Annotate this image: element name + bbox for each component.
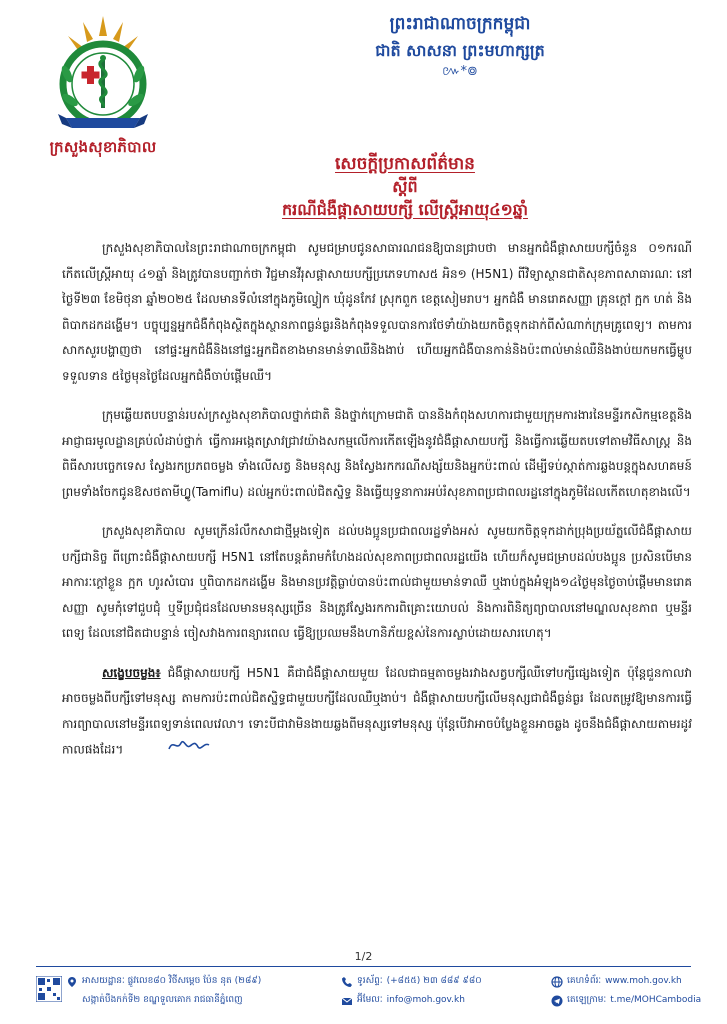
header-ornament: ៚*៙ [442,64,478,79]
ministry-logo-icon [48,14,158,134]
footer-divider [36,966,691,967]
globe-icon [551,976,563,988]
footer [36,972,702,1018]
location-icon [66,976,78,988]
document-body [62,236,692,777]
phone-icon [341,976,353,988]
body-paragraph-2: ក្រុមឆ្លើយតបបន្ទាន់របស់ក្រសួងសុខាភិបាលថ្នាក់ជាតិ និងថ្នាក់ក្រោមជាតិ បាននិងកំពុងសហការជាមួយក្រុមការងារនៃមន្ទីរកសិកម្មខេត្តនិងអាជ្ញាធរមូលដ្ឋានគ្រប់លំដាប់ថ្នាក់ ធ្វើការអង្កេតស្រាវជ្រាវយ៉ាងសកម្មលើការកើតឡើងនូវជំងឺផ្តាសាយបក្សី និងធ្វើការឆ្លើយតបទៅតាមវិធីសាស្ត្រ និងពិធីសារបច្ចេកទេស ស្វែងរកប្រភពចម្លង ទាំងលើសត្វ និងមនុស្ស និងស្វែងរកករណីសង្ស័យនិងអ្នកប៉ះពាល់ ដើម្បីទប់ស្កាត់ការឆ្លងបន្តក្នុងសហគមន៍ ព្រមទាំងចែកជូនឱសថតាមីហ្វ្លូ(Tamiflu) ដល់អ្នកប៉ះពាល់ជិតស្និទ្ធ និងធ្វើយុទ្ធនាការអប់រំសុខភាពប្រជាពលរដ្ឋនៅក្នុងភូមិដែលកើតហេតុខាងលើ។ [62,408,692,499]
telegram-icon [551,995,563,1007]
address-line-2: សង្កាត់បឹងកក់ទី២ ខណ្ឌទួលគោក រាជធានីភ្នំពេញ [82,995,243,1005]
email-label: អ៊ីមែលៈ [357,995,383,1005]
document-title-about: ស្តីពី [392,177,418,196]
footer-address [66,972,331,1010]
email-link[interactable]: info@moh.gov.kh [386,995,465,1005]
ministry-name: ក្រសួងសុខាភិបាល [49,138,157,156]
telegram-label: តេឡេក្រាមៈ [567,995,607,1005]
telegram-link[interactable]: t.me/MOHCambodia [610,995,702,1005]
qr-code-icon [36,976,62,1002]
body-paragraph-1: ក្រសួងសុខាភិបាលនៃព្រះរាជាណាចក្រកម្ពុជា សូមជម្រាបជូនសាធារណជនឱ្យបានជ្រាបថា មានអ្នកជំងឺផ្តាសាយបក្សីចំនួន ០១ករណី កើតលើស្ត្រីអាយុ ៤១ឆ្នាំ និងត្រូវបានបញ្ជាក់ថា វិជ្ជមានវីរុសផ្តាសាយបក្សីប្រភេទហាស៥ អិន១ (H5N1) ពីវិទ្យាស្ថានជាតិសុខភាពសាធារណៈ នៅថ្ងៃទី២៣ ខែមិថុនា ឆ្នាំ២០២៥ ដែលមានទីលំនៅក្នុងភូមិល្វៀក ឃុំដូនកែវ ស្រុកពួក ខេត្តសៀមរាប។ អ្នកជំងឺ មានរោគសញ្ញា គ្រុនក្តៅ ក្អក ហត់ និងពិបាកដកដង្ហើម។ បច្ចុប្បន្នអ្នកជំងឺកំពុងស្ថិតក្នុងស្ថានភាពធ្ងន់ធ្ងរនិងកំពុងទទួលបានការថែទាំយ៉ាងយកចិត្តទុកដាក់ពីសំណាក់ក្រុមគ្រូពេទ្យ។ តាមការសាកសួរបង្ហាញថា នៅផ្ទះអ្នកជំងឺនិងនៅផ្ទះអ្នកជិតខាងមានមាន់ទាឈឺនិងងាប់ ហើយអ្នកជំងឺបានកាន់និងប៉ះពាល់មាន់ឈឺនិងងាប់យកមកធ្វើម្ហូបទទួលទាន ៥ថ្ងៃមុនថ្ងៃដែលអ្នកជំងឺចាប់ផ្តើមឈឺ។ [62,241,692,383]
summary-lead: សង្ខេបចម្លង៖ [102,665,161,680]
phone-label: ទូរស័ព្ទៈ [357,976,383,986]
email-icon [341,995,353,1007]
document-title-block [150,152,660,222]
summary-text: ជំងឺផ្តាសាយបក្សី H5N1 គឺជាជំងឺផ្តាសាយមួយ ដែលជាធម្មតាចម្លងរវាងសត្វបក្សីឈឺទៅបក្សីផ្សេងទៀត ប៉ុន្តែជួនកាលវាអាចចម្លងពីបក្សីទៅមនុស្ស តាមការប៉ះពាល់ជិតស្និទ្ធជាមួយបក្សីដែលឈឺឬងាប់។ ជំងឺផ្តាសាយបក្សីលើមនុស្សជាជំងឺធ្ងន់ធ្ងរ ដែលតម្រូវឱ្យមានការធ្វើការព្យាបាលនៅមន្ទីរពេទ្យទាន់ពេលវេលា។ ទោះបីជាវាមិនងាយឆ្លងពីមនុស្សទៅមនុស្ស ប៉ុន្តែបើវាអាចបំប្លែងខ្លួនអាចឆ្លង ដូចនឹងជំងឺផ្តាសាយតាមរដូវកាលផងដែរ។ [62,665,692,757]
body-paragraph-3: ក្រសួងសុខាភិបាល សូមក្រើនរំលឹកសាជាថ្មីម្តងទៀត ដល់បងប្អូនប្រជាពលរដ្ឋទាំងអស់ សូមយកចិត្តទុកដាក់ប្រុងប្រយ័ត្នលើជំងឺផ្តាសាយបក្សីជានិច្ច ពីព្រោះជំងឺផ្តាសាយបក្សី H5N1 នៅតែបន្តគំរាមកំហែងដល់សុខភាពប្រជាពលរដ្ឋយើង ហើយក៏សូមជម្រាបដល់បងប្អូន ប្រសិនបើមានអាការៈក្តៅខ្លួន ក្អក ហូរសំបោរ ឬពិបាកដកដង្ហើម និងមានប្រវត្តិធ្លាប់បានប៉ះពាល់ជាមួយមាន់ទាឈឺ ឬងាប់ក្នុងអំឡុង១៤ថ្ងៃមុនថ្ងៃចាប់ផ្តើមមានរោគសញ្ញា សូមកុំទៅជួបជុំ ឬទីប្រជុំជនដែលមានមនុស្សច្រើន និងត្រូវស្វែងរកការពិគ្រោះយោបល់ និងការពិនិត្យព្យាបាលនៅមណ្ឌលសុខភាព ឬមន្ទីរពេទ្យ ដែលនៅជិតជាបន្ទាន់ ចៀសវាងការពន្យារពេល ធ្វើឱ្យប្រឈមនឹងហានិភ័យខ្ពស់នៃការស្លាប់ដោយសារហេតុ។ [62,524,692,640]
address-line-1: អាសយដ្ឋានៈ ផ្លូវលេខ៨០ វិថីសម្តេច ប៉ែន នុត (២៨៩) [82,976,262,986]
phone-number[interactable]: (+៨៥៥) ២៣ ៨៨៩ ៩៨០ [386,976,482,986]
page-number: 1/2 [354,950,373,963]
ministry-logo-block [28,14,178,160]
kingdom-header [230,10,690,80]
website-link[interactable]: www.moh.gov.kh [605,976,682,986]
signature-mark-icon [127,737,211,763]
summary-paragraph [62,661,692,763]
national-motto: ជាតិ សាសនា ព្រះមហាក្សត្រ [375,41,545,60]
document-subject: ករណីជំងឺផ្តាសាយបក្សី លើស្ត្រីអាយុ៤១ឆ្នាំ [282,200,528,219]
website-label: គេហទំព័រៈ [567,976,602,986]
footer-online [551,972,711,1010]
document-title: សេចក្តីប្រកាសព័ត៌មាន [335,154,475,174]
footer-contact [341,972,541,1010]
kingdom-name: ព្រះរាជាណាចក្រកម្ពុជា [389,14,531,34]
